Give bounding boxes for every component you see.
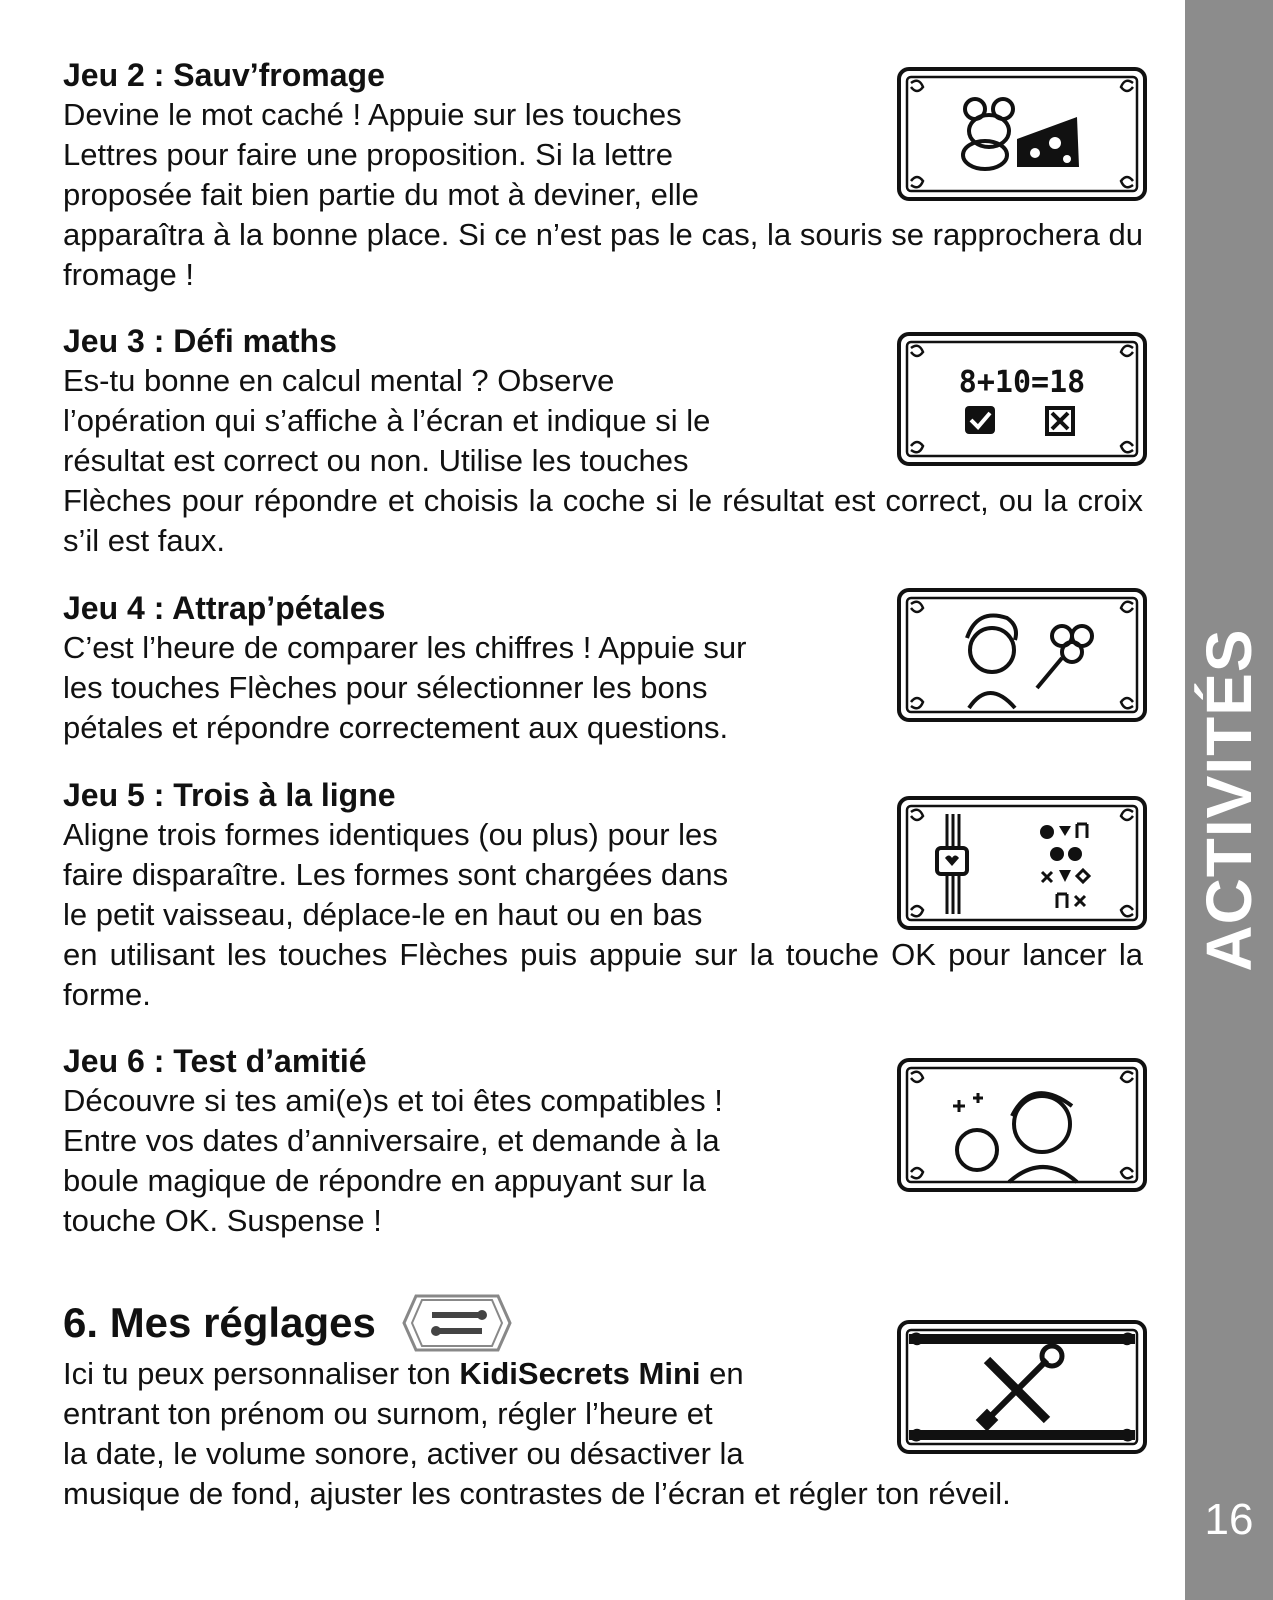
game-title: Jeu 5 : Trois à la ligne	[63, 777, 396, 813]
game-description: Aligne trois formes identiques (ou plus) pour les faire disparaître. Les formes sont chargées dans le petit vaisseau, déplace-le en haut ou en bas en utilisant les touches Flèches puis appuie sur la touche OK pour lancer la forme.	[63, 817, 1143, 1012]
settings-description: Ici tu peux personnaliser ton KidiSecrets Mini en entrant ton prénom ou surnom, régler l’heure et la date, le volume sonore, activer ou désactiver la musique de fond, ajuster les contrastes de l’écran et régler ton réveil.	[63, 1356, 1011, 1511]
game-description: Découvre si tes ami(e)s et toi êtes compatibles ! Entre vos dates d’anniversaire, et demande à la boule magique de répondre en appuyant sur la touche OK. Suspense !	[63, 1083, 723, 1238]
math-screen-image	[897, 332, 1147, 466]
settings-heading: 6. Mes réglages	[63, 1292, 1143, 1354]
product-name: KidiSecrets Mini	[459, 1356, 701, 1391]
game-title: Jeu 4 : Attrap’pétales	[63, 590, 386, 626]
game-title: Jeu 6 : Test d’amitié	[63, 1043, 367, 1079]
game-title: Jeu 3 : Défi maths	[63, 323, 337, 359]
game-title: Jeu 2 : Sauv’fromage	[63, 57, 385, 93]
mouse-cheese-screen-image	[897, 67, 1147, 201]
game-description: Es-tu bonne en calcul mental ? Observe l’opération qui s’affiche à l’écran et indique si le résultat est correct ou non. Utilise les touches Flèches pour répondre et choisis la coche si le résultat est correct, ou la croix s’il est faux.	[63, 363, 1143, 558]
settings-icon	[402, 1292, 512, 1354]
page-number: 16	[1204, 1495, 1254, 1544]
friendship-screen-image	[897, 1058, 1147, 1192]
math-equation: 8+10=18	[958, 365, 1086, 400]
game-description: C’est l’heure de comparer les chiffres ! Appuie sur les touches Flèches pour sélectionner les bons pétales et répondre correctement aux questions.	[63, 630, 747, 745]
section-label: ACTIVITÉS	[1193, 628, 1265, 972]
petals-screen-image	[897, 588, 1147, 722]
settings-screen-image	[897, 1320, 1147, 1454]
match-three-screen-image	[897, 796, 1147, 930]
game-description: Devine le mot caché ! Appuie sur les touches Lettres pour faire une proposition. Si la lettre proposée fait bien partie du mot à deviner, elle apparaîtra à la bonne place. Si ce n’est pas le cas, la souris se rapprochera du fromage !	[63, 97, 1143, 292]
